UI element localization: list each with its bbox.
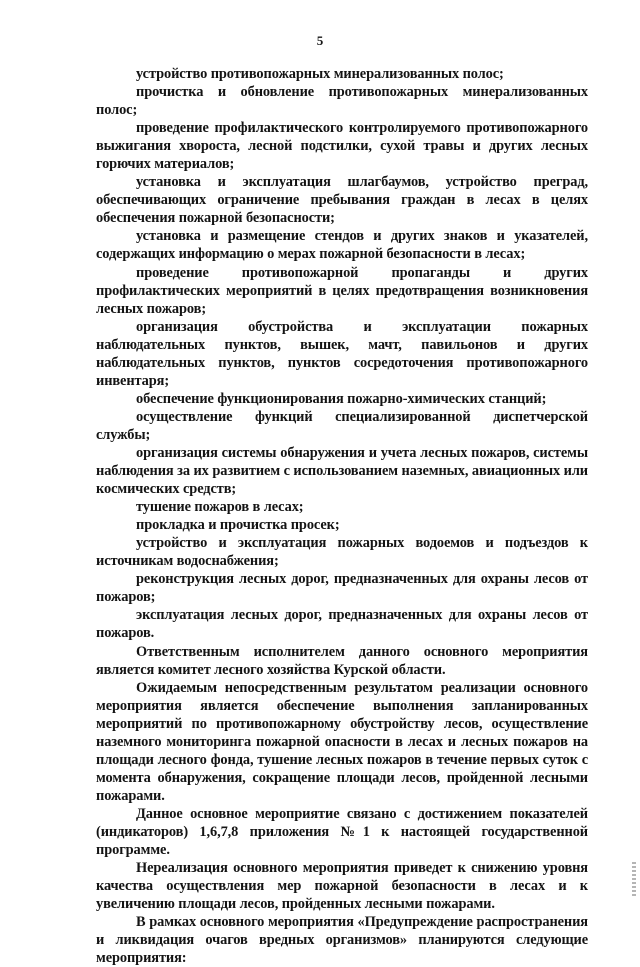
- paragraph: Ответственным исполнителем данного основного мероприятия является комитет лесного хозяйства Курской области.: [96, 643, 588, 678]
- document-body: [96, 65, 588, 967]
- paragraph: устройство противопожарных минерализованных полос;: [136, 66, 504, 82]
- paragraph: установка и эксплуатация шлагбаумов, устройство преград, обеспечивающих ограничение пребывания граждан в лесах в целях обеспечения пожарной безопасности;: [96, 174, 588, 227]
- paragraph: установка и размещение стендов и других знаков и указателей, содержащих информацию о мерах пожарной безопасности в лесах;: [96, 228, 588, 263]
- paragraph: прокладка и прочистка просек;: [136, 517, 340, 534]
- paragraph: Нереализация основного мероприятия приведет к снижению уровня качества осуществления мер пожарной безопасности в лесах и к увеличению площади лесов, пройденных лесными пожарами.: [96, 860, 588, 913]
- paragraph: Данное основное мероприятие связано с достижением показателей (индикаторов) 1,6,7,8 приложения №1 к настоящей государственной программе.: [96, 805, 588, 859]
- paragraph: проведение профилактического контролируемого противопожарного выжигания хвороста, лесной подстилки, сухой травы и других лесных горючих материалов;: [96, 120, 588, 173]
- scan-edge-mark: [632, 862, 636, 898]
- paragraph: обеспечение функционирования пожарно-химических станций;: [136, 390, 547, 407]
- paragraph: Ожидаемым непосредственным результатом реализации основного мероприятия является обеспечение выполнения запланированных мероприятий по противопожарному обустройству лесов, осуществление наземного мониторинга пожарной опасности в лесах и лесных пожаров на площади лесного фонда, тушение лесных пожаров в течение первых суток с момента обнаружения, сокращение площади лесов, пройденной лесными пожарами.: [96, 679, 588, 804]
- paragraph: устройство и эксплуатация пожарных водоемов и подъездов к источникам водоснабжения;: [96, 535, 588, 570]
- paragraph: организация обустройства и эксплуатации пожарных наблюдательных пунктов, вышек, мачт, павильонов и других наблюдательных пунктов, пунктов сосредоточения противопожарного инвентаря;: [96, 318, 588, 389]
- paragraph: осуществление функций специализированной диспетчерской службы;: [96, 408, 588, 443]
- paragraph: эксплуатация лесных дорог, предназначенных для охраны лесов от пожаров.: [96, 607, 588, 642]
- paragraph: проведение противопожарной пропаганды и других профилактических мероприятий в целях предотвращения возникновения лесных пожаров;: [96, 264, 588, 317]
- paragraph: тушение пожаров в лесах;: [136, 499, 304, 516]
- paragraph: прочистка и обновление противопожарных минерализованных полос;: [96, 84, 588, 119]
- paragraph: организация системы обнаружения и учета лесных пожаров, системы наблюдения за их развитием с использованием наземных, авиационных или космических средств;: [96, 444, 588, 498]
- paragraph: В рамках основного мероприятия «Предупреждение распространения и ликвидация очагов вредных организмов» планируются следующие мероприятия:: [96, 914, 588, 967]
- page-number: 5: [316, 33, 324, 48]
- paragraph: реконструкция лесных дорог, предназначенных для охраны лесов от пожаров;: [96, 571, 588, 606]
